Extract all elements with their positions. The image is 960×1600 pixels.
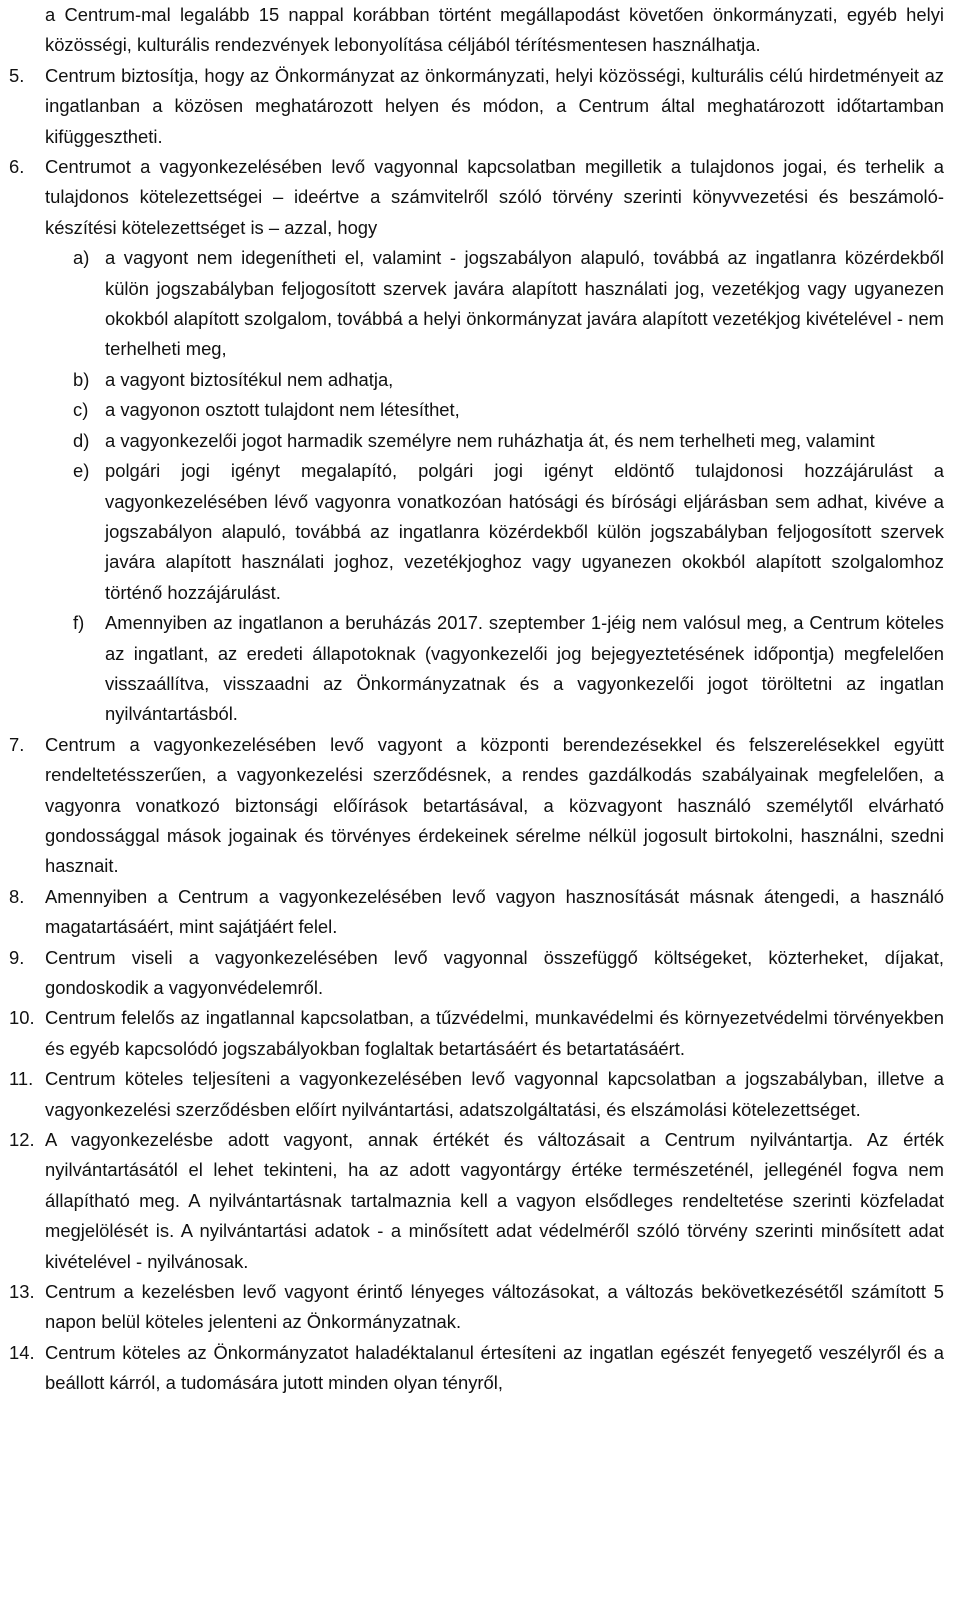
subitem-letter: d): [73, 429, 90, 451]
item-number: 10.: [9, 1007, 35, 1029]
subitem-d: [9, 426, 944, 456]
list-item-10: [9, 1003, 944, 1064]
subitem-text: a vagyonkezelői jogot harmadik személyre nem ruházhatja át, és nem terhelheti meg, valamint: [105, 429, 875, 451]
item-number: 8.: [9, 885, 25, 907]
subitem-c: [9, 395, 944, 425]
item-number: 7.: [9, 733, 25, 755]
subitem-letter: f): [73, 612, 85, 634]
item-text: Centrum viseli a vagyonkezelésében levő vagyonnal összefüggő költségeket, közterheket, díjakat, gondoskodik a vagyonvédelemről.: [45, 946, 944, 998]
subitem-b: [9, 365, 944, 395]
subitem-e: [9, 456, 944, 608]
intro-paragraph: a Centrum-mal legalább 15 nappal korábban történt megállapodást követően önkormányzati, egyéb helyi közösségi, kulturális rendezvények lebonyolítása céljából térítésmentesen használhatja.: [45, 4, 944, 56]
item-text: A vagyonkezelésbe adott vagyont, annak értékét és változásait a Centrum nyilvántartja. Az érték nyilvántartásától el lehet tekinteni, ha az adott vagyontárgy értéke természeténél, jellegénél fogva nem állapítható meg. A nyilvántartásnak tartalmaznia kell a vagyon elsődleges rendeltetése szerinti közfeladat megjelölését is. A nyilvántartási adatok - a minősített adat védelméről szóló törvény szerinti minősített adat kivételével - nyilvánosak.: [45, 1129, 944, 1272]
list-item-8: [9, 882, 944, 943]
list-item-13: [9, 1277, 944, 1338]
list-item-7: [9, 730, 944, 882]
list-item-12: [9, 1125, 944, 1277]
list-item-6: [9, 152, 944, 243]
subitem-text: polgári jogi igényt megalapító, polgári jogi igényt eldöntő tulajdonosi hozzájárulást a vagyonkezelésében lévő vagyonra vonatkozóan hatósági és bírósági eljárásban sem adhat, kivéve a jogszabályon alapuló, továbbá az ingatlanra közérdekből külön jogszabályban feljogosított szervek javára alapított használati joghoz, vezetékjoghoz vagy ugyanezen okokból alapított szolgalomhoz történő hozzájárulást.: [105, 460, 944, 603]
subitem-letter: a): [73, 247, 90, 269]
item-number: 6.: [9, 156, 25, 178]
item-number: 5.: [9, 64, 25, 86]
list-item-11: [9, 1064, 944, 1125]
list-item-5: [9, 61, 944, 152]
subitem-text: a vagyonon osztott tulajdont nem létesíthet,: [105, 399, 460, 421]
item-text: Centrum felelős az ingatlannal kapcsolatban, a tűzvédelmi, munkavédelmi és környezetvédelmi törvényekben és egyéb kapcsolódó jogszabályokban foglaltak betartásáért és betartatásáért.: [45, 1007, 944, 1059]
subitem-text: a vagyont nem idegenítheti el, valamint - jogszabályon alapuló, továbbá az ingatlanra közérdekből külön jogszabályban feljogosított szervek javára alapított használati jog, vezetékjog vagy ugyanezen okokból alapított szolgalom, továbbá a helyi önkormányzat javára alapított vezetékjog kivételével - nem terhelheti meg,: [105, 247, 944, 360]
list-item-14: [9, 1338, 944, 1399]
list-item-9: [9, 943, 944, 1004]
item-number: 11.: [9, 1068, 34, 1090]
subitem-letter: b): [73, 368, 90, 390]
item-text: Centrum biztosítja, hogy az Önkormányzat az önkormányzati, helyi közösségi, kulturális célú hirdetményeit az ingatlanban a közösen meghatározott helyen és módon, a Centrum által meghatározott időtartamban kifüggesztheti.: [45, 64, 944, 147]
item-number: 14.: [9, 1341, 35, 1363]
subitem-letter: e): [73, 460, 90, 482]
item-text: Centrum köteles teljesíteni a vagyonkezelésében levő vagyonnal kapcsolatban a jogszabályban, illetve a vagyonkezelési szerződésben előírt nyilvántartási, adatszolgáltatási, és elszámolási kötelezettséget.: [45, 1068, 944, 1120]
item-number: 13.: [9, 1281, 35, 1303]
item-number: 12.: [9, 1129, 35, 1151]
item-text: Amennyiben a Centrum a vagyonkezelésében levő vagyon hasznosítását másnak átengedi, a használó magatartásáért, mint sajátjáért felel.: [45, 885, 944, 938]
item-text: Centrum köteles az Önkormányzatot haladéktalanul értesíteni az ingatlan egészét fenyegető veszélyről és a beállott kárról, a tudomására jutott minden olyan tényről,: [45, 1341, 944, 1394]
subitem-text: Amennyiben az ingatlanon a beruházás 2017. szeptember 1-jéig nem valósul meg, a Centrum köteles az ingatlant, az eredeti állapotoknak (vagyonkezelői jog bejegyeztetésének időpontja) megfelelően visszaállítva, visszaadni az Önkormányzatnak és a vagyonkezelői jogot töröltetni az ingatlan nyilvántartásból.: [105, 612, 944, 725]
subitem-a: [9, 243, 944, 365]
item-text: Centrumot a vagyonkezelésében levő vagyonnal kapcsolatban megilletik a tulajdonos jogai, és terhelik a tulajdonos kötelezettségei – ideértve a számvitelről szóló törvény szerinti könyvvezetési és beszámoló-készítési kötelezettséget is – azzal, hogy: [45, 156, 944, 238]
subitem-f: [9, 608, 944, 730]
item-text: Centrum a kezelésben levő vagyont érintő lényeges változásokat, a változás bekövetkezésétől számított 5 napon belül köteles jelenteni az Önkormányzatnak.: [45, 1281, 944, 1333]
subitem-letter: c): [73, 399, 89, 421]
item-number: 9.: [9, 946, 25, 968]
item-text: Centrum a vagyonkezelésében levő vagyont a központi berendezésekkel és felszerelésekkel együtt rendeltetésszerűen, a vagyonkezelési szerződésnek, a rendes gazdálkodás szabályainak megfelelően, a vagyonra vonatkozó biztonsági előírások betartásával, a közvagyont használó személytől elvárható gondossággal mások jogainak és törvényes érdekeinek sérelme nélkül jogosult birtokolni, használni, szedni hasznait.: [45, 733, 944, 877]
subitem-text: a vagyont biztosítékul nem adhatja,: [105, 368, 394, 390]
